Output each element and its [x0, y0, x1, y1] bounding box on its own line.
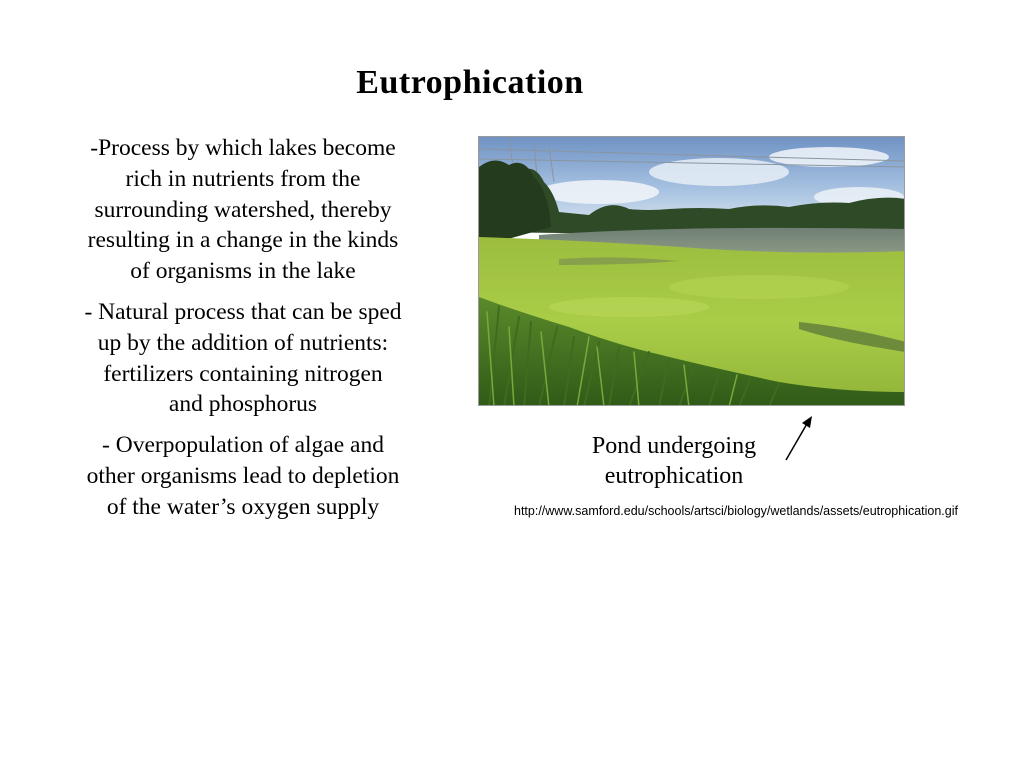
- image-caption: Pond undergoing eutrophication: [591, 433, 757, 489]
- bullet-item: -Process by which lakes become rich in nutrients from the surrounding watershed, thereby resulting in a change in the kinds of organisms in the lake: [87, 135, 399, 285]
- image-source-url: http://www.samford.edu/schools/artsci/biology/wetlands/assets/eutrophication.gif: [514, 504, 958, 518]
- bullet-item: - Natural process that can be sped up by the addition of nutrients: fertilizers containing nitrogen and phosphorus: [84, 298, 402, 418]
- bullet-item: - Overpopulation of algae and other organisms lead to depletion of the water’s oxygen supply: [86, 432, 400, 520]
- caption-arrow-icon: [780, 412, 820, 464]
- bullet-list: [84, 133, 402, 533]
- slide-title: Eutrophication: [356, 64, 584, 101]
- eutrophic-pond-photo: [478, 136, 905, 406]
